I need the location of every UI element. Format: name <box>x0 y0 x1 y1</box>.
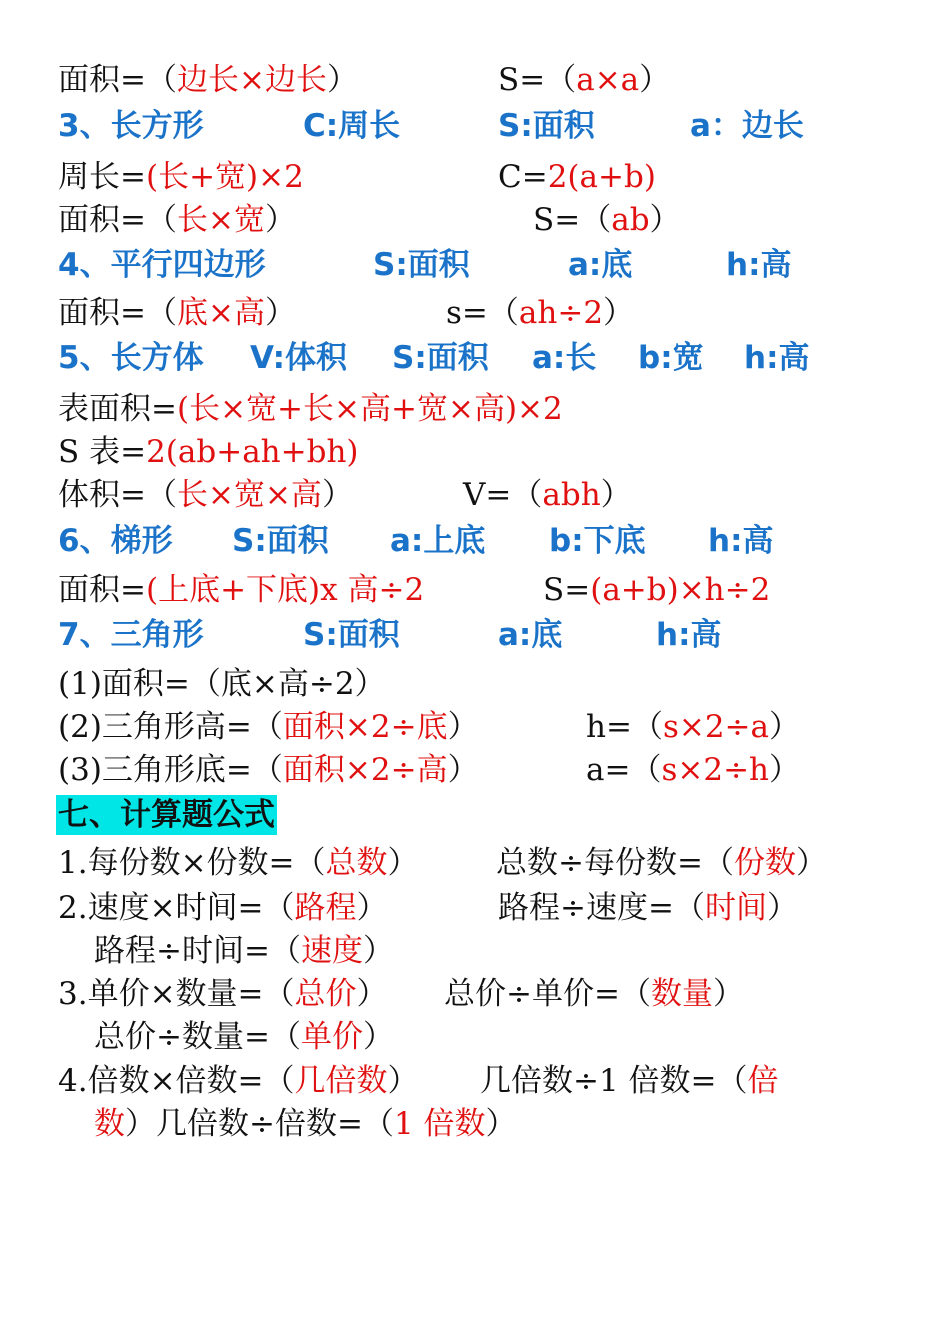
triangle-area-formula: (1)面积=（底×高÷2） <box>58 666 386 702</box>
parallelogram-area-symbolic: s=（ah÷2） <box>446 295 635 331</box>
cuboid-var-a: a:长 <box>532 340 597 376</box>
cuboid-volume-symbolic: V=（abh） <box>463 477 632 513</box>
triangle-var-s: S:面积 <box>303 617 400 653</box>
cuboid-var-h: h:高 <box>744 340 810 376</box>
trapezoid-var-b: b:下底 <box>549 523 646 559</box>
trapezoid-var-h: h:高 <box>708 523 774 559</box>
cuboid-var-v: V:体积 <box>250 340 347 376</box>
trapezoid-area-formula: 面积=(上底+下底)x 高÷2 <box>58 572 425 608</box>
formula-2c: 路程÷时间=（速度） <box>94 933 394 969</box>
rectangle-var-a: a：边长 <box>690 108 804 144</box>
formula-4b: 几倍数÷1 倍数=（倍 <box>480 1063 779 1099</box>
triangle-height-formula: (2)三角形高=（面积×2÷底） <box>58 709 479 745</box>
cuboid-heading: 5、长方体 <box>58 340 204 376</box>
cuboid-surface-formula: 表面积=(长×宽+长×高+宽×高)×2 <box>58 391 563 427</box>
formula-2a: 2.速度×时间=（路程） <box>58 890 388 926</box>
triangle-heading: 7、三角形 <box>58 617 204 653</box>
square-area-formula: 面积=（边长×边长） <box>58 62 358 98</box>
cuboid-volume-formula: 体积=（长×宽×高） <box>58 477 353 513</box>
parallelogram-var-a: a:底 <box>568 247 633 283</box>
parallelogram-var-h: h:高 <box>726 247 792 283</box>
triangle-height-symbolic: h=（s×2÷a） <box>586 709 801 745</box>
square-area-symbolic: S=（a×a） <box>498 62 671 98</box>
rectangle-var-c: C:周长 <box>303 108 401 144</box>
triangle-base-formula: (3)三角形底=（面积×2÷高） <box>58 752 479 788</box>
triangle-var-a: a:底 <box>498 617 563 653</box>
formula-3c: 总价÷数量=（单价） <box>94 1019 394 1055</box>
parallelogram-var-s: S:面积 <box>373 247 470 283</box>
cuboid-var-b: b:宽 <box>638 340 704 376</box>
formula-1a: 1.每份数×份数=（总数） <box>58 845 419 881</box>
cuboid-surface-symbolic: S 表=2(ab+ah+bh) <box>58 434 359 470</box>
rectangle-area-symbolic: S=（ab） <box>533 202 681 238</box>
triangle-base-symbolic: a=（s×2÷h） <box>586 752 801 788</box>
formula-3b: 总价÷单价=（数量） <box>444 976 744 1012</box>
rectangle-perimeter-symbolic: C=2(a+b) <box>498 159 656 195</box>
formula-1b: 总数÷每份数=（份数） <box>496 845 827 881</box>
cuboid-var-s: S:面积 <box>392 340 489 376</box>
rectangle-var-s: S:面积 <box>498 108 595 144</box>
formula-2b: 路程÷速度=（时间） <box>498 890 798 926</box>
rectangle-heading: 3、长方形 <box>58 108 204 144</box>
formula-4a: 4.倍数×倍数=（几倍数） <box>58 1063 419 1099</box>
trapezoid-var-s: S:面积 <box>232 523 329 559</box>
formula-3a: 3.单价×数量=（总价） <box>58 976 388 1012</box>
trapezoid-area-symbolic: S=(a+b)×h÷2 <box>543 572 771 608</box>
triangle-var-h: h:高 <box>656 617 722 653</box>
parallelogram-heading: 4、平行四边形 <box>58 247 266 283</box>
trapezoid-var-a: a:上底 <box>390 523 486 559</box>
rectangle-perimeter-formula: 周长=(长+宽)×2 <box>58 159 304 195</box>
section-heading-calculation-formulas: 七、计算题公式 <box>58 797 275 833</box>
parallelogram-area-formula: 面积=（底×高） <box>58 295 296 331</box>
rectangle-area-formula: 面积=（长×宽） <box>58 202 296 238</box>
trapezoid-heading: 6、梯形 <box>58 523 173 559</box>
formula-4c: 数）几倍数÷倍数=（1 倍数） <box>94 1106 517 1142</box>
